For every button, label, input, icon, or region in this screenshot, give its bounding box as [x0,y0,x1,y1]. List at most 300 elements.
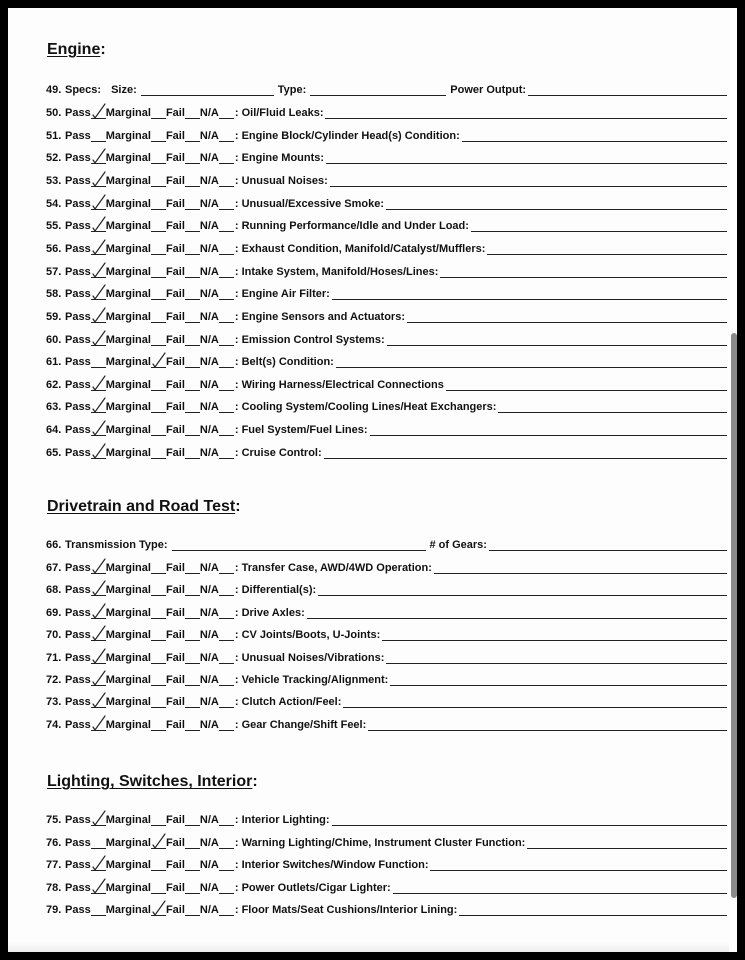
option-label-marginal: Marginal [105,674,151,686]
pass-blank[interactable] [91,837,106,849]
pass-blank[interactable] [91,719,106,731]
option-label-marginal: Marginal [105,904,151,917]
item-number: 69. [46,606,62,619]
checkmark-icon [92,307,106,323]
option-label-na: N/A [199,881,219,894]
option-label-pass: Pass [65,718,91,731]
pass-blank[interactable] [91,152,106,164]
pass-blank[interactable] [91,198,106,210]
na-blank[interactable] [219,266,234,278]
pass-blank[interactable] [91,107,106,119]
marginal-blank[interactable] [151,243,166,255]
option-label-na: N/A [199,696,219,709]
option-label-pass: Pass [65,904,91,917]
notes-field[interactable] [471,220,727,232]
checklist-row [46,124,727,142]
checkmark-icon [152,352,166,368]
notes-field[interactable] [527,837,727,849]
option-label-na: N/A [199,356,219,369]
na-blank[interactable] [219,311,234,323]
size-field[interactable] [141,84,274,96]
option-label-fail: Fail [165,881,185,894]
fail-blank[interactable] [185,652,200,664]
option-label-marginal: Marginal [105,696,151,709]
option-label-pass: Pass [65,696,91,709]
option-label-na: N/A [199,674,219,686]
marginal-blank[interactable] [151,607,166,619]
option-label-marginal: Marginal [105,197,151,210]
na-blank[interactable] [219,379,234,391]
item-number: 74. [46,718,62,731]
option-label-pass: Pass [65,356,91,369]
option-label-fail: Fail [165,674,185,686]
specs-label: Specs: [65,84,102,96]
option-label-marginal: Marginal [105,424,151,437]
pass-blank[interactable] [91,175,106,187]
option-label-fail: Fail [165,220,185,233]
pass-blank[interactable] [91,652,106,664]
checklist-row [46,808,727,826]
na-blank[interactable] [219,837,234,849]
na-blank[interactable] [219,607,234,619]
checklist-row [46,898,727,916]
option-label-fail: Fail [165,129,185,142]
marginal-blank[interactable] [151,719,166,731]
na-blank[interactable] [219,424,234,436]
pass-blank[interactable] [91,859,106,871]
item-label: : Transfer Case, AWD/4WD Operation: [234,562,432,574]
fail-blank[interactable] [185,814,200,826]
option-label-marginal: Marginal [105,718,151,731]
notes-field[interactable] [326,152,727,164]
marginal-blank[interactable] [151,562,166,574]
fail-blank[interactable] [185,220,200,232]
na-blank[interactable] [219,882,234,894]
item-label: : Belt(s) Condition: [234,356,334,369]
checkmark-icon [92,330,106,346]
type-field[interactable] [310,84,446,96]
item-number: 76. [46,836,62,849]
na-blank[interactable] [219,356,234,368]
na-blank[interactable] [219,288,234,300]
checklist-row [46,237,727,255]
option-label-pass: Pass [65,562,91,574]
fail-blank[interactable] [185,859,200,871]
notes-field[interactable] [459,904,727,916]
pass-blank[interactable] [91,904,106,916]
option-label-pass: Pass [65,584,91,597]
option-label-fail: Fail [165,356,185,369]
notes-field[interactable] [487,243,727,255]
checklist-row [46,350,727,368]
checklist-row [46,690,727,708]
fail-blank[interactable] [185,401,200,413]
option-label-fail: Fail [165,424,185,437]
option-label-na: N/A [199,107,219,119]
notes-field[interactable] [370,424,728,436]
checkmark-icon [152,900,166,916]
option-label-fail: Fail [165,814,185,826]
item-number: 49. [46,84,62,96]
option-label-na: N/A [199,129,219,142]
item-number: 60. [46,333,62,346]
na-blank[interactable] [219,220,234,232]
na-blank[interactable] [219,859,234,871]
option-label-pass: Pass [65,424,91,437]
specs-row [46,78,727,96]
na-blank[interactable] [219,152,234,164]
pass-blank[interactable] [91,334,106,346]
item-label: : Intake System, Manifold/Hoses/Lines: [234,265,439,278]
pass-blank[interactable] [91,447,106,459]
option-label-pass: Pass [65,859,91,872]
pass-blank[interactable] [91,130,106,142]
option-label-pass: Pass [65,174,91,187]
notes-field[interactable] [325,107,727,119]
pass-blank[interactable] [91,288,106,300]
notes-field[interactable] [324,447,727,459]
marginal-blank[interactable] [151,175,166,187]
notes-field[interactable] [386,198,727,210]
notes-field[interactable] [462,130,727,142]
item-label: : Cruise Control: [234,446,322,459]
notes-field[interactable] [318,584,727,596]
option-label-pass: Pass [65,220,91,233]
option-label-marginal: Marginal [105,220,151,233]
checklist-row [46,305,727,323]
fail-blank[interactable] [185,882,200,894]
option-label-marginal: Marginal [105,836,151,849]
notes-field[interactable] [393,882,727,894]
checklist-row [46,282,727,300]
item-number: 61. [46,356,62,369]
option-label-fail: Fail [165,629,185,642]
option-label-pass: Pass [65,242,91,255]
option-label-pass: Pass [65,129,91,142]
notes-field[interactable] [332,288,727,300]
marginal-blank[interactable] [151,447,166,459]
marginal-blank[interactable] [151,379,166,391]
option-label-pass: Pass [65,629,91,642]
pass-blank[interactable] [91,356,106,368]
fail-blank[interactable] [185,288,200,300]
marginal-blank[interactable] [151,837,166,849]
checklist-row [46,328,727,346]
option-label-fail: Fail [165,836,185,849]
item-label: : Unusual/Excessive Smoke: [234,197,385,210]
option-label-pass: Pass [65,265,91,278]
option-label-na: N/A [199,424,219,437]
option-label-marginal: Marginal [105,242,151,255]
item-number: 58. [46,288,62,301]
option-label-fail: Fail [165,904,185,917]
pass-blank[interactable] [91,607,106,619]
item-number: 66. [46,539,62,551]
notes-field[interactable] [434,562,727,574]
na-blank[interactable] [219,904,234,916]
option-label-na: N/A [199,378,219,391]
item-label: : Clutch Action/Feel: [234,696,342,709]
marginal-blank[interactable] [151,904,166,916]
notes-field[interactable] [440,266,727,278]
marginal-blank[interactable] [151,584,166,596]
pass-blank[interactable] [91,584,106,596]
marginal-blank[interactable] [151,220,166,232]
checkmark-icon [92,397,106,413]
fail-blank[interactable] [185,562,200,574]
checkmark-icon [92,216,106,232]
marginal-blank[interactable] [151,107,166,119]
pass-blank[interactable] [91,562,106,574]
notes-field[interactable] [330,175,727,187]
checkmark-icon [92,855,106,871]
notes-field[interactable] [430,859,727,871]
na-blank[interactable] [219,584,234,596]
checklist-row [46,418,727,436]
checkmark-icon [92,625,106,641]
marginal-blank[interactable] [151,882,166,894]
marginal-blank[interactable] [151,859,166,871]
pass-blank[interactable] [91,882,106,894]
marginal-blank[interactable] [151,814,166,826]
option-label-pass: Pass [65,107,91,119]
option-label-na: N/A [199,310,219,323]
marginal-blank[interactable] [151,401,166,413]
checklist-row [46,556,727,574]
section-title-engine: Engine: [47,41,106,58]
power-output-field[interactable] [528,84,727,96]
option-label-pass: Pass [65,197,91,210]
item-number: 52. [46,152,62,165]
pass-blank[interactable] [91,814,106,826]
marginal-blank[interactable] [151,356,166,368]
option-label-marginal: Marginal [105,378,151,391]
option-label-fail: Fail [165,107,185,119]
fail-blank[interactable] [185,334,200,346]
notes-field[interactable] [382,629,727,641]
fail-blank[interactable] [185,175,200,187]
notes-field[interactable] [386,652,727,664]
na-blank[interactable] [219,334,234,346]
option-label-marginal: Marginal [105,288,151,301]
pass-blank[interactable] [91,629,106,641]
checkmark-icon [92,648,106,664]
option-label-fail: Fail [165,859,185,872]
notes-field[interactable] [407,311,727,323]
option-label-fail: Fail [165,310,185,323]
na-blank[interactable] [219,107,234,119]
option-label-na: N/A [199,718,219,731]
fail-blank[interactable] [185,379,200,391]
option-label-marginal: Marginal [105,107,151,119]
fail-blank[interactable] [185,152,200,164]
fail-blank[interactable] [185,243,200,255]
fail-blank[interactable] [185,674,200,686]
marginal-blank[interactable] [151,424,166,436]
notes-field[interactable] [498,401,727,413]
item-label: : Interior Switches/Window Function: [234,859,429,872]
checklist-row [46,646,727,664]
option-label-marginal: Marginal [105,859,151,872]
option-label-fail: Fail [165,288,185,301]
power-output-label: Power Output: [450,84,527,96]
size-label: Size: [111,84,137,96]
pass-blank[interactable] [91,379,106,391]
option-label-na: N/A [199,584,219,597]
checklist-row [46,169,727,187]
na-blank[interactable] [219,814,234,826]
checkmark-icon [92,194,106,210]
fail-blank[interactable] [185,447,200,459]
na-blank[interactable] [219,696,234,708]
option-label-na: N/A [199,446,219,459]
page-edge-shadow [8,942,729,952]
checklist-row [46,831,727,849]
item-label: : Running Performance/Idle and Under Load: [234,220,469,233]
na-blank[interactable] [219,719,234,731]
option-label-fail: Fail [165,333,185,346]
fail-blank[interactable] [185,904,200,916]
fail-blank[interactable] [185,629,200,641]
na-blank[interactable] [219,130,234,142]
option-label-na: N/A [199,606,219,619]
pass-blank[interactable] [91,220,106,232]
fail-blank[interactable] [185,198,200,210]
na-blank[interactable] [219,198,234,210]
item-number: 63. [46,401,62,414]
transmission-type-field[interactable] [172,539,426,551]
option-label-fail: Fail [165,401,185,414]
option-label-pass: Pass [65,152,91,165]
marginal-blank[interactable] [151,334,166,346]
fail-blank[interactable] [185,356,200,368]
fail-blank[interactable] [185,584,200,596]
pass-blank[interactable] [91,243,106,255]
checklist-row [46,601,727,619]
option-label-marginal: Marginal [105,629,151,642]
fail-blank[interactable] [185,607,200,619]
option-label-pass: Pass [65,881,91,894]
item-number: 72. [46,674,62,686]
option-label-na: N/A [199,288,219,301]
checkmark-icon [92,558,106,574]
option-label-fail: Fail [165,152,185,165]
fail-blank[interactable] [185,107,200,119]
pass-blank[interactable] [91,424,106,436]
notes-field[interactable] [446,379,727,391]
marginal-blank[interactable] [151,266,166,278]
na-blank[interactable] [219,401,234,413]
marginal-blank[interactable] [151,311,166,323]
checkmark-icon [92,239,106,255]
pass-blank[interactable] [91,311,106,323]
pass-blank[interactable] [91,401,106,413]
na-blank[interactable] [219,447,234,459]
option-label-fail: Fail [165,446,185,459]
na-blank[interactable] [219,629,234,641]
checklist-row [46,101,727,119]
item-label: : Wiring Harness/Electrical Connections [234,378,444,391]
marginal-blank[interactable] [151,629,166,641]
na-blank[interactable] [219,175,234,187]
na-blank[interactable] [219,652,234,664]
notes-field[interactable] [387,334,727,346]
na-blank[interactable] [219,243,234,255]
fail-blank[interactable] [185,696,200,708]
option-label-fail: Fail [165,562,185,574]
marginal-blank[interactable] [151,288,166,300]
checklist-row [46,373,727,391]
notes-field[interactable] [332,814,727,826]
option-label-fail: Fail [165,378,185,391]
option-label-pass: Pass [65,401,91,414]
section-title-drivetrain: Drivetrain and Road Test: [47,498,241,515]
marginal-blank[interactable] [151,652,166,664]
marginal-blank[interactable] [151,130,166,142]
item-label: : Engine Air Filter: [234,288,330,301]
item-number: 59. [46,310,62,323]
gears-field[interactable] [489,539,727,551]
marginal-blank[interactable] [151,674,166,686]
fail-blank[interactable] [185,311,200,323]
option-label-pass: Pass [65,310,91,323]
item-label: : Floor Mats/Seat Cushions/Interior Lining: [234,904,458,917]
fail-blank[interactable] [185,424,200,436]
inspection-form-page [8,8,737,952]
notes-field[interactable] [343,696,727,708]
item-number: 73. [46,696,62,709]
scrollbar[interactable] [731,333,737,898]
notes-field[interactable] [307,607,727,619]
item-number: 70. [46,629,62,642]
notes-field[interactable] [390,674,727,686]
checklist-row [46,395,727,413]
checkmark-icon [92,670,106,686]
fail-blank[interactable] [185,719,200,731]
option-label-marginal: Marginal [105,814,151,826]
item-label: : Vehicle Tracking/Alignment: [234,674,389,686]
item-label: : Emission Control Systems: [234,333,385,346]
option-label-marginal: Marginal [105,174,151,187]
item-number: 64. [46,424,62,437]
option-label-marginal: Marginal [105,129,151,142]
option-label-na: N/A [199,152,219,165]
checkmark-icon [92,715,106,731]
fail-blank[interactable] [185,130,200,142]
fail-blank[interactable] [185,837,200,849]
marginal-blank[interactable] [151,198,166,210]
marginal-blank[interactable] [151,696,166,708]
checklist-row [46,192,727,210]
notes-field[interactable] [368,719,727,731]
item-label: : Engine Block/Cylinder Head(s) Condition: [234,129,460,142]
pass-blank[interactable] [91,674,106,686]
option-label-marginal: Marginal [105,651,151,664]
notes-field[interactable] [336,356,727,368]
marginal-blank[interactable] [151,152,166,164]
na-blank[interactable] [219,674,234,686]
pass-blank[interactable] [91,696,106,708]
option-label-marginal: Marginal [105,152,151,165]
item-number: 79. [46,904,62,917]
option-label-pass: Pass [65,836,91,849]
item-label: : Interior Lighting: [234,814,330,826]
na-blank[interactable] [219,562,234,574]
item-number: 67. [46,562,62,574]
fail-blank[interactable] [185,266,200,278]
pass-blank[interactable] [91,266,106,278]
option-label-fail: Fail [165,584,185,597]
